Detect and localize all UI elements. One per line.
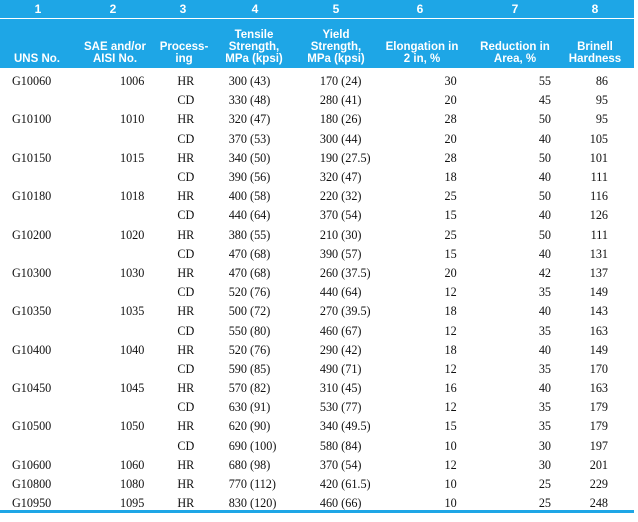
column-number: 7 [511,2,519,16]
process-cell: HR [177,150,195,165]
yield-cell: 420 (61.5) [319,477,371,492]
sae-cell: 1045 [119,381,145,396]
reduction-cell: 40 [538,208,551,223]
process-cell: CD [177,131,195,146]
table-row [0,130,634,149]
elongation-cell: 28 [444,112,457,127]
tensile-cell: 550 (80) [228,323,271,338]
reduction-cell: 35 [538,323,551,338]
yield-cell: 260 (37.5) [319,265,371,280]
uns-cell [0,283,103,302]
reduction-cell: 50 [538,150,551,165]
bottom-rule [0,510,634,513]
reduction-cell: 35 [538,419,551,434]
yield-cell: 180 (26) [319,112,362,127]
elongation-cell: 12 [444,285,457,300]
table-row [0,302,634,321]
process-cell: HR [177,496,195,511]
sae-cell: 1018 [119,189,145,204]
header-process: Process- ing [159,41,209,65]
reduction-cell: 35 [538,361,551,376]
header-yield: Yield Strength, MPa (kpsi) [307,29,365,65]
sae-cell [103,130,161,149]
table-body [0,72,634,513]
sae-cell: 1050 [119,419,145,434]
table-row [0,456,634,475]
elongation-cell: 20 [444,93,457,108]
process-cell: HR [177,74,195,89]
brinell-cell: 111 [590,227,608,242]
brinell-cell: 163 [589,381,608,396]
yield-cell: 190 (27.5) [319,150,371,165]
uns-cell: G10060 [12,74,52,89]
table-row [0,168,634,187]
tensile-cell: 320 (47) [228,112,271,127]
elongation-cell: 18 [444,342,457,357]
tensile-cell: 400 (58) [228,189,271,204]
header-reduction: Reduction in Area, % [480,41,550,65]
yield-cell: 460 (67) [319,323,362,338]
table-row [0,206,634,225]
elongation-cell: 25 [444,227,457,242]
sae-cell [103,437,161,456]
yield-cell: 170 (24) [319,74,362,89]
header-sae: SAE and/or AISI No. [84,41,146,65]
yield-cell: 580 (84) [319,438,362,453]
tensile-cell: 690 (100) [228,438,277,453]
reduction-cell: 30 [538,438,551,453]
process-cell: CD [177,285,195,300]
column-number: 4 [251,2,259,16]
tensile-cell: 470 (68) [228,265,271,280]
reduction-cell: 25 [538,477,551,492]
tensile-cell: 620 (90) [228,419,271,434]
brinell-cell: 197 [589,438,608,453]
table-row [0,187,634,206]
sae-cell: 1015 [119,150,145,165]
brinell-cell: 179 [589,400,608,415]
uns-cell [0,398,103,417]
uns-cell: G10600 [12,457,52,472]
sae-cell: 1060 [119,457,145,472]
elongation-cell: 10 [444,477,457,492]
yield-cell: 390 (57) [319,246,362,261]
process-cell: CD [177,170,195,185]
table-row [0,341,634,360]
process-cell: HR [177,304,195,319]
uns-cell: G10300 [12,265,52,280]
tensile-cell: 440 (64) [228,208,271,223]
table-row [0,245,634,264]
brinell-cell: 149 [589,285,608,300]
table-row [0,321,634,340]
uns-cell [0,206,103,225]
elongation-cell: 12 [444,457,457,472]
uns-cell: G10180 [12,189,52,204]
elongation-cell: 28 [444,150,457,165]
process-cell: HR [177,112,195,127]
brinell-cell: 143 [589,304,608,319]
brinell-cell: 170 [589,361,608,376]
brinell-cell: 131 [589,246,608,261]
process-cell: CD [177,323,195,338]
table-row [0,110,634,129]
brinell-cell: 137 [589,265,608,280]
elongation-cell: 15 [444,419,457,434]
yield-cell: 490 (71) [319,361,362,376]
process-cell: HR [177,227,195,242]
tensile-cell: 520 (76) [228,285,271,300]
column-number: 2 [109,2,117,16]
yield-cell: 220 (32) [319,189,362,204]
sae-cell: 1095 [119,496,145,511]
uns-cell [0,168,103,187]
tensile-cell: 770 (112) [228,477,276,492]
uns-cell [0,437,103,456]
brinell-cell: 149 [589,342,608,357]
process-cell: HR [177,189,195,204]
table-row [0,91,634,110]
uns-cell: G10500 [12,419,52,434]
reduction-cell: 25 [538,496,551,511]
reduction-cell: 40 [538,381,551,396]
table-row [0,437,634,456]
brinell-cell: 163 [589,323,608,338]
reduction-cell: 50 [538,112,551,127]
yield-cell: 280 (41) [319,93,362,108]
sae-cell: 1006 [119,74,145,89]
elongation-cell: 10 [444,496,457,511]
brinell-cell: 95 [595,93,608,108]
brinell-cell: 116 [590,189,608,204]
brinell-cell: 229 [589,477,608,492]
tensile-cell: 570 (82) [228,381,271,396]
process-cell: HR [177,419,195,434]
process-cell: CD [177,93,195,108]
reduction-cell: 42 [538,265,551,280]
yield-cell: 460 (66) [319,496,362,511]
reduction-cell: 35 [538,400,551,415]
elongation-cell: 20 [444,265,457,280]
yield-cell: 340 (49.5) [319,419,371,434]
elongation-cell: 30 [444,74,457,89]
column-number: 3 [179,2,187,16]
table-row [0,417,634,436]
reduction-cell: 40 [538,342,551,357]
elongation-cell: 25 [444,189,457,204]
uns-cell [0,130,103,149]
elongation-cell: 12 [444,323,457,338]
table-row [0,72,634,91]
sae-cell [103,91,161,110]
uns-cell: G10350 [12,304,52,319]
uns-cell [0,321,103,340]
yield-cell: 300 (44) [319,131,362,146]
header-uns: UNS No. [14,53,60,65]
reduction-cell: 40 [538,304,551,319]
table-row [0,283,634,302]
uns-cell: G10100 [12,112,52,127]
tensile-cell: 370 (53) [228,131,271,146]
table-row [0,398,634,417]
sae-cell: 1040 [119,342,145,357]
table-row [0,226,634,245]
tensile-cell: 500 (72) [228,304,271,319]
process-cell: CD [177,361,195,376]
table-row [0,264,634,283]
yield-cell: 290 (42) [319,342,362,357]
header-brinell: Brinell Hardness [568,41,622,65]
yield-cell: 530 (77) [319,400,362,415]
reduction-cell: 35 [538,285,551,300]
elongation-cell: 18 [444,170,457,185]
sae-cell: 1010 [119,112,145,127]
process-cell: CD [177,400,195,415]
sae-cell: 1020 [119,227,145,242]
sae-cell [103,321,161,340]
uns-cell: G10800 [12,477,52,492]
sae-cell: 1080 [119,477,145,492]
uns-cell [0,360,103,379]
tensile-cell: 680 (98) [228,457,271,472]
uns-cell: G10400 [12,342,52,357]
sae-cell: 1035 [119,304,145,319]
tensile-cell: 520 (76) [228,342,271,357]
elongation-cell: 12 [444,361,457,376]
tensile-cell: 330 (48) [228,93,271,108]
table-row [0,360,634,379]
brinell-cell: 86 [595,74,608,89]
reduction-cell: 40 [538,170,551,185]
uns-cell: G10150 [12,150,52,165]
elongation-cell: 10 [444,438,457,453]
uns-cell: G10950 [12,496,52,511]
reduction-cell: 45 [538,93,551,108]
yield-cell: 270 (39.5) [319,304,371,319]
sae-cell: 1030 [119,265,145,280]
sae-cell [103,206,161,225]
table-row [0,149,634,168]
tensile-cell: 830 (120) [228,496,277,511]
process-cell: CD [177,208,195,223]
tensile-cell: 300 (43) [228,74,271,89]
tensile-cell: 340 (50) [228,150,271,165]
process-cell: HR [177,381,195,396]
brinell-cell: 248 [589,496,608,511]
process-cell: HR [177,477,195,492]
reduction-cell: 40 [538,246,551,261]
process-cell: HR [177,265,195,280]
yield-cell: 320 (47) [319,170,362,185]
sae-cell [103,245,161,264]
sae-cell [103,168,161,187]
process-cell: CD [177,246,195,261]
brinell-cell: 95 [595,112,608,127]
sae-cell [103,398,161,417]
uns-cell [0,245,103,264]
brinell-cell: 101 [589,150,608,165]
yield-cell: 210 (30) [319,227,362,242]
table-header [0,0,634,68]
header-tensile: Tensile Strength, MPa (kpsi) [225,29,283,65]
tensile-cell: 630 (91) [228,400,271,415]
brinell-cell: 126 [589,208,608,223]
sae-cell [103,360,161,379]
elongation-cell: 15 [444,208,457,223]
brinell-cell: 201 [589,457,608,472]
sae-cell [103,283,161,302]
yield-cell: 370 (54) [319,208,362,223]
yield-cell: 370 (54) [319,457,362,472]
tensile-cell: 590 (85) [228,361,271,376]
column-number-row [0,0,634,19]
elongation-cell: 18 [444,304,457,319]
reduction-cell: 50 [538,227,551,242]
brinell-cell: 111 [590,170,608,185]
reduction-cell: 30 [538,457,551,472]
reduction-cell: 55 [538,74,551,89]
tensile-cell: 470 (68) [228,246,271,261]
table-row [0,475,634,494]
column-number: 5 [332,2,340,16]
uns-cell: G10450 [12,381,52,396]
tensile-cell: 390 (56) [228,170,271,185]
header-elongation: Elongation in 2 in, % [385,41,459,65]
reduction-cell: 50 [538,189,551,204]
yield-cell: 310 (45) [319,381,362,396]
table-row [0,379,634,398]
elongation-cell: 16 [444,381,457,396]
brinell-cell: 105 [589,131,608,146]
brinell-cell: 179 [589,419,608,434]
uns-cell [0,91,103,110]
process-cell: HR [177,342,195,357]
elongation-cell: 15 [444,246,457,261]
process-cell: CD [177,438,195,453]
elongation-cell: 12 [444,400,457,415]
column-number: 1 [34,2,42,16]
elongation-cell: 20 [444,131,457,146]
reduction-cell: 40 [538,131,551,146]
process-cell: HR [177,457,195,472]
tensile-cell: 380 (55) [228,227,271,242]
yield-cell: 440 (64) [319,285,362,300]
column-number: 8 [591,2,599,16]
uns-cell: G10200 [12,227,52,242]
column-number: 6 [416,2,424,16]
